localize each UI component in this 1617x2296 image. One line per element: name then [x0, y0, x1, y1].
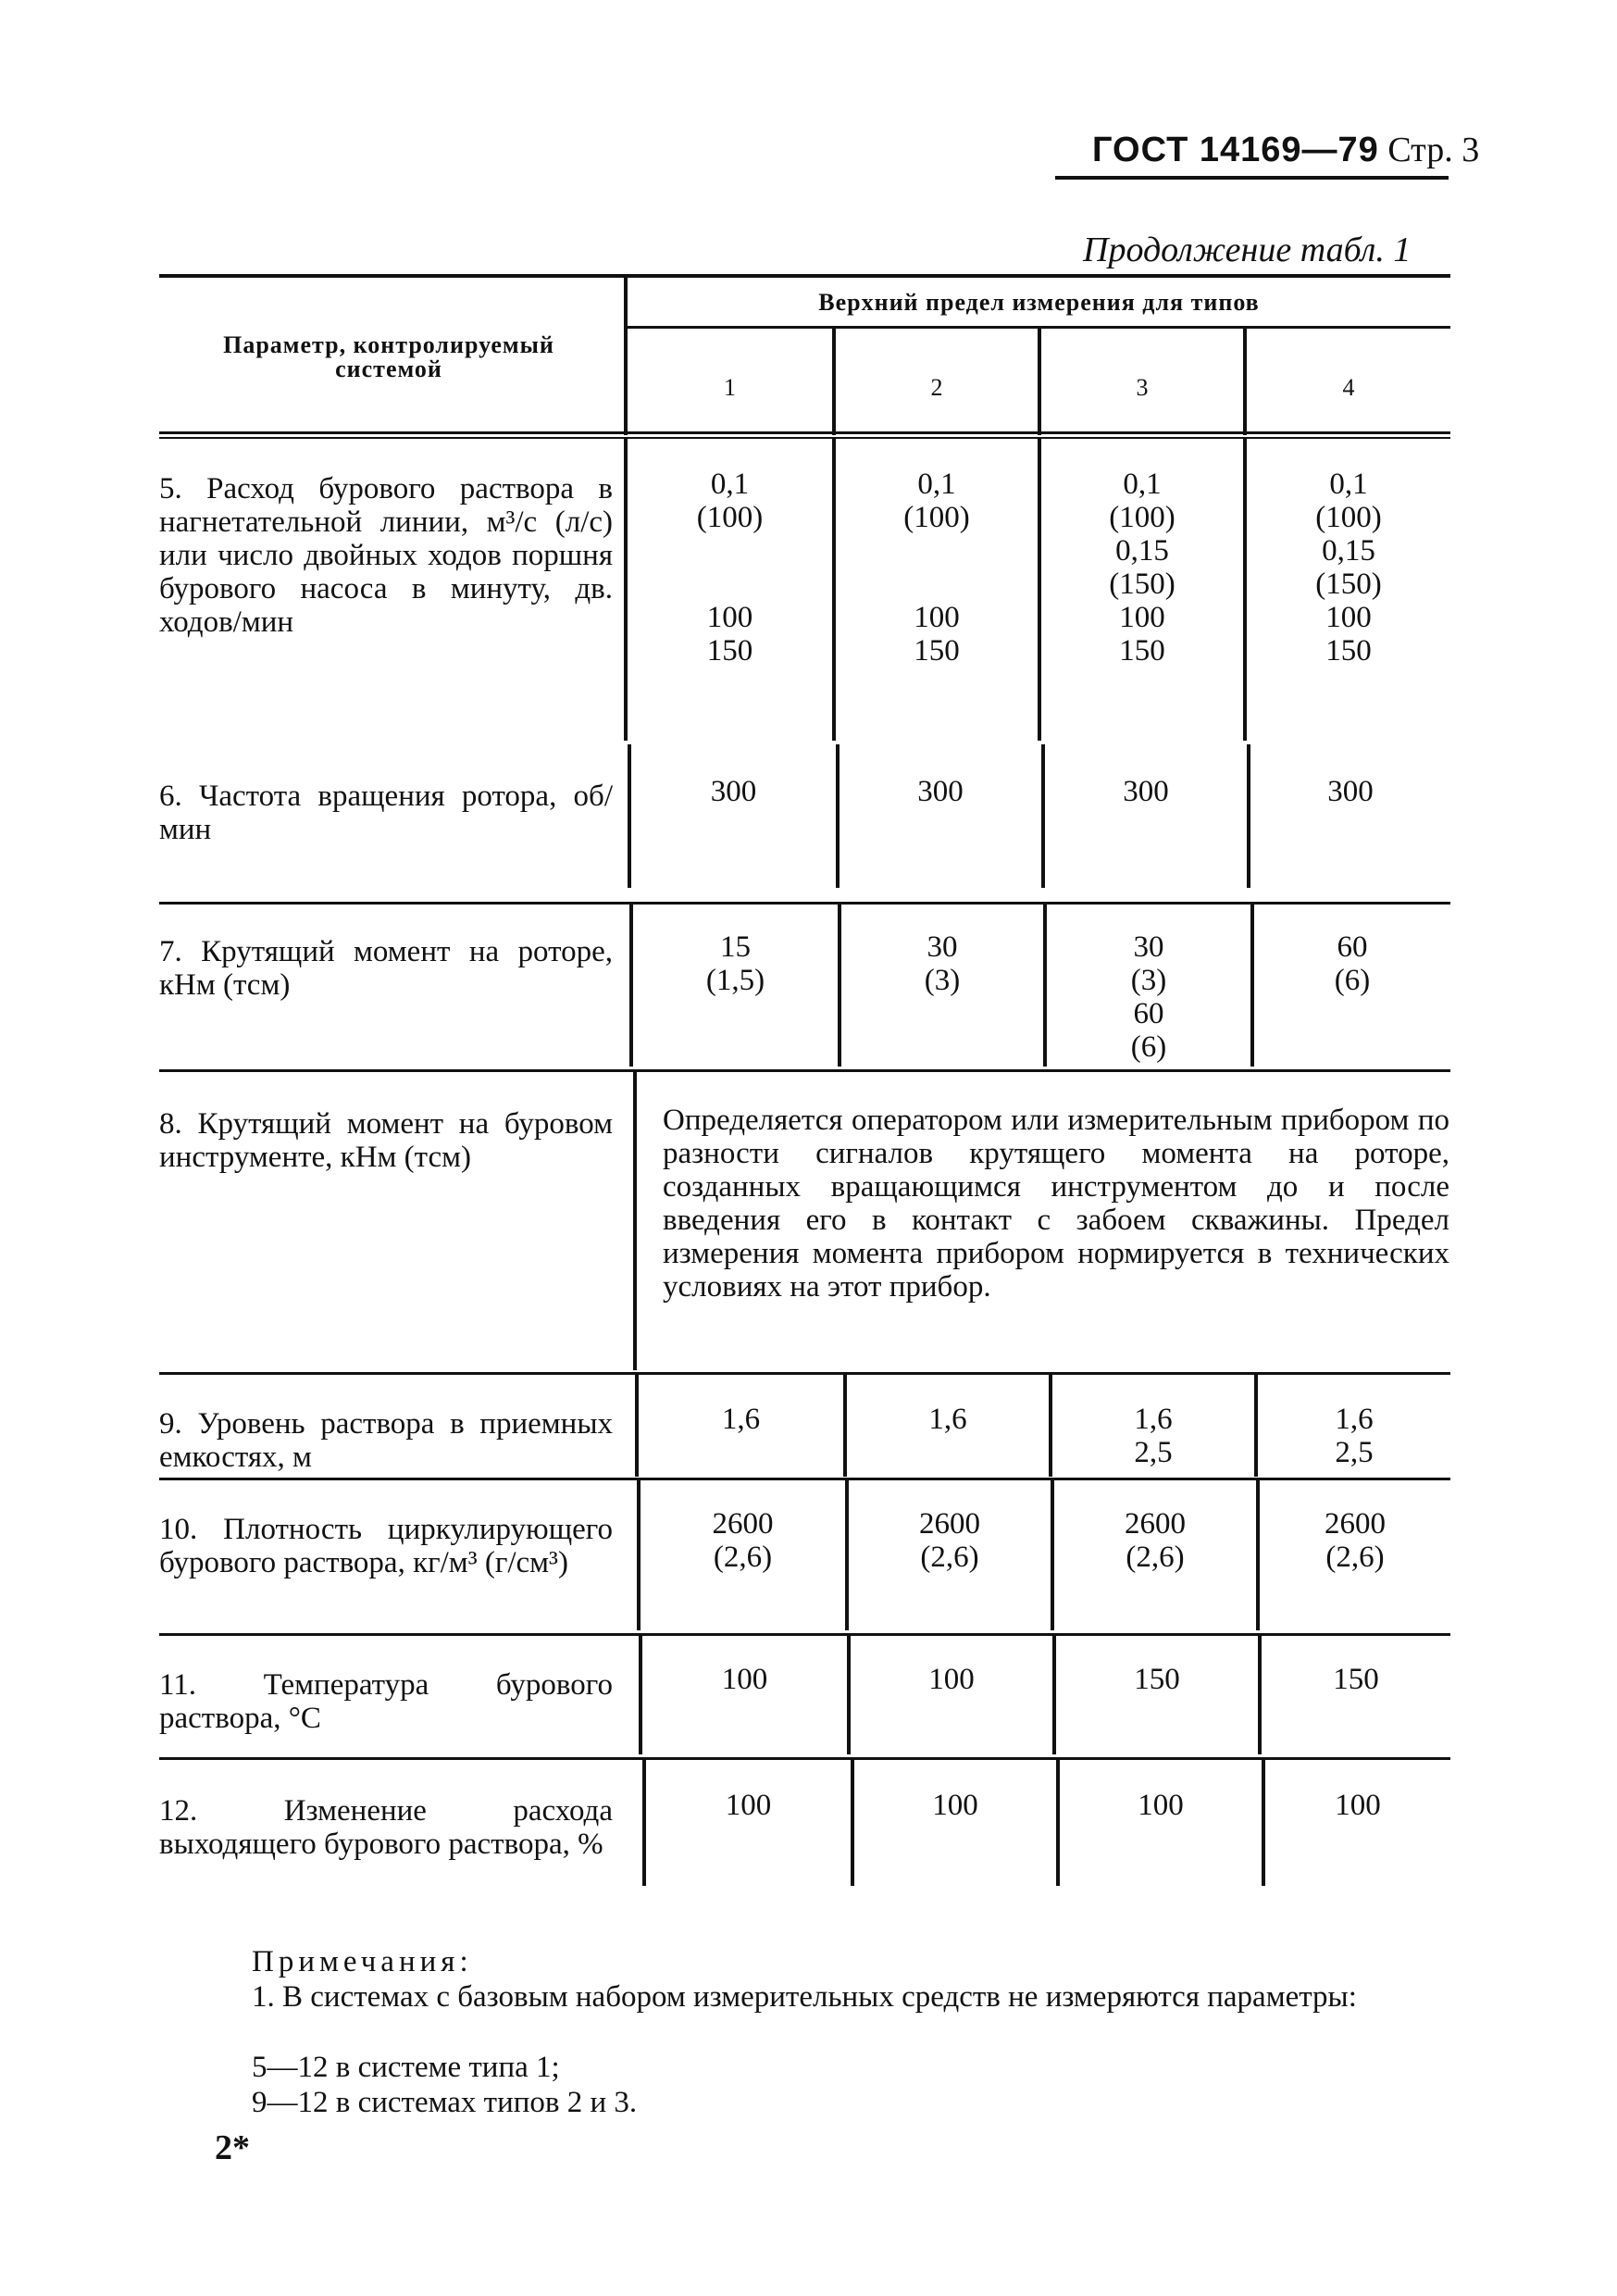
row11-type3-cell: 150	[1134, 1663, 1180, 1696]
row10-type3-cell: 2600 (2,6)	[1125, 1507, 1186, 1574]
row12-type2-cell: 100	[932, 1789, 978, 1822]
row5-type1-cell: 0,1 (100) 100 150	[696, 468, 764, 668]
row10-type4-cell: 2600 (2,6)	[1325, 1507, 1386, 1574]
param-row-5: 5. Расход бурового раствора в нагнетательной линии, м³/с (л/с) или число двойных ходов поршня бурового насоса в минуту, дв. ходов/мин	[159, 472, 613, 639]
row9-type4-cell: 1,6 2,5	[1335, 1403, 1374, 1469]
row7-type2-cell: 30 (3)	[924, 930, 961, 997]
header-rule	[1055, 176, 1449, 180]
notes-line-3: 9—12 в системах типов 2 и 3.	[252, 2086, 638, 2119]
row6-type3-cell: 300	[1123, 775, 1169, 808]
standard-number: ГОСТ 14169—79	[1092, 131, 1379, 169]
table-continuation-label: Продолжение табл. 1	[1083, 231, 1412, 269]
page-header	[1092, 130, 1479, 170]
row10-type1-cell: 2600 (2,6)	[712, 1507, 774, 1574]
row5-type4-cell: 0,1 (100) 0,15 (150) 100 150	[1315, 468, 1382, 668]
row12-type4-cell: 100	[1335, 1789, 1381, 1822]
row5-type2-cell: 0,1 (100) 100 150	[903, 468, 970, 668]
param-row-12: 12. Изменение расхода выходящего бурового раствора, %	[159, 1794, 613, 1861]
row12-type3-cell: 100	[1138, 1789, 1184, 1822]
param-row-7: 7. Крутящий момент на роторе, кНм (тсм)	[159, 935, 613, 1002]
notes-line-1: 1. В системах с базовым набором измерительных средств не измеряются параметры:	[252, 1980, 1357, 2014]
row12-type1-cell: 100	[725, 1789, 772, 1822]
signature-mark: 2*	[215, 2128, 250, 2167]
row5-type3-cell: 0,1 (100) 0,15 (150) 100 150	[1109, 468, 1175, 668]
row11-type2-cell: 100	[928, 1663, 975, 1696]
row8-merged-cell: Определяется оператором или измерительным прибором по разности сигналов крутящего момента на роторе, созданных вращающимся инструментом до и после введения его в контакт с забоем скважины. Предел измерения момента прибором нормируется в технических условиях на этот прибор.	[663, 1104, 1449, 1304]
row11-type4-cell: 150	[1333, 1663, 1379, 1696]
limit-column-header: Верхний предел измерения для типов	[818, 289, 1260, 316]
row9-type3-cell: 1,6 2,5	[1134, 1403, 1173, 1469]
row7-type3-cell: 30 (3) 60 (6)	[1130, 930, 1167, 1064]
page-number: Стр. 3	[1387, 131, 1480, 169]
row9-type1-cell: 1,6	[721, 1403, 761, 1436]
row9-type2-cell: 1,6	[928, 1403, 967, 1436]
row10-type2-cell: 2600 (2,6)	[919, 1507, 980, 1574]
type-number-1: 1	[724, 374, 736, 401]
param-row-8: 8. Крутящий момент на буровом инструменте, кНм (тсм)	[159, 1107, 613, 1174]
param-column-header: Параметр, контролируемый системой	[223, 331, 554, 382]
param-row-9: 9. Уровень раствора в приемных емкостях, м	[159, 1407, 613, 1474]
row7-type4-cell: 60 (6)	[1334, 930, 1371, 997]
row6-type4-cell: 300	[1327, 775, 1374, 808]
row11-type1-cell: 100	[721, 1663, 768, 1696]
type-number-3: 3	[1136, 374, 1149, 401]
type-number-2: 2	[930, 374, 943, 401]
row6-type2-cell: 300	[917, 775, 964, 808]
row6-type1-cell: 300	[710, 775, 757, 808]
row7-type1-cell: 15 (1,5)	[705, 930, 765, 997]
param-row-6: 6. Частота вращения ротора, об/мин	[159, 780, 613, 846]
notes-title: Примечания:	[252, 1945, 473, 1978]
type-number-4: 4	[1342, 374, 1355, 401]
param-row-11: 11. Температура бурового раствора, °С	[159, 1668, 613, 1735]
notes-line-2: 5—12 в системе типа 1;	[252, 2051, 560, 2084]
param-row-10: 10. Плотность циркулирующего бурового раствора, кг/м³ (г/см³)	[159, 1513, 613, 1579]
